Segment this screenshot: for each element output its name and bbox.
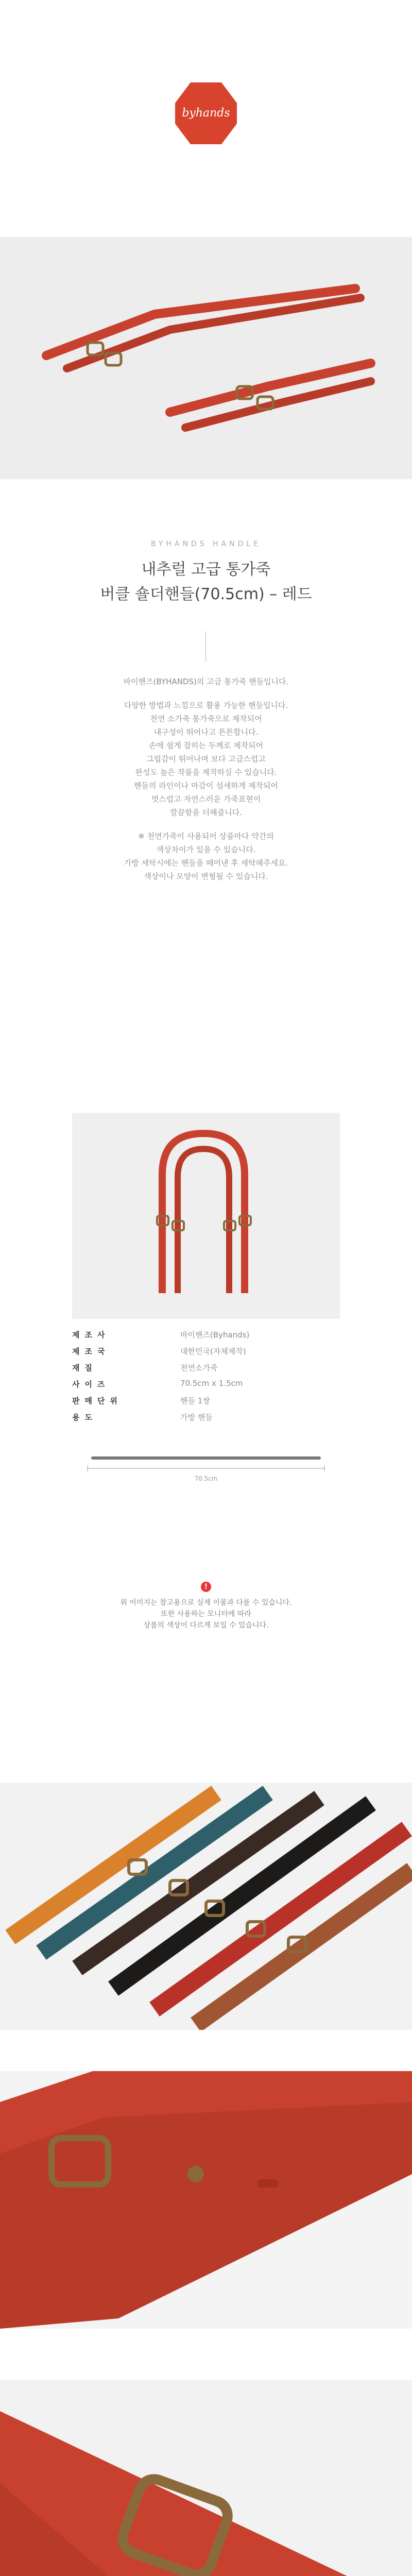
color-variants-image [0, 1783, 412, 2030]
spec-row [72, 1379, 340, 1394]
spec-label: 판매단위 [72, 1396, 123, 1405]
alert-icon: ! [201, 1582, 211, 1592]
spec-value: 핸들 1쌍 [180, 1396, 210, 1405]
detail-image-buckle [0, 2071, 412, 2329]
logo-section [0, 0, 412, 237]
spec-value: 가방 핸들 [180, 1413, 213, 1422]
hero-image [0, 237, 412, 479]
desc-line: 손에 쉽게 잡히는 두께로 제작되어 [149, 741, 263, 750]
spec-table [0, 1329, 412, 1432]
spec-value: 바이핸즈(Byhands) [180, 1330, 250, 1340]
desc-note: 색상차이가 있을 수 있습니다. [156, 845, 256, 854]
notice-line: 위 이미지는 참고용으로 실제 이물과 다를 수 있습니다. [120, 1599, 292, 1607]
spec-label: 용도 [72, 1413, 97, 1422]
spec-row [72, 1346, 340, 1361]
spec-value: 70.5cm x 1.5cm [180, 1379, 243, 1388]
spec-row [72, 1395, 340, 1411]
spec-value: 천연소가죽 [180, 1363, 218, 1372]
spec-row [72, 1362, 340, 1378]
notice-section [0, 1582, 412, 1736]
detail-image-closeup [0, 2380, 412, 2576]
spec-value: 대한민국(자체제작) [180, 1347, 246, 1356]
divider-line [205, 631, 206, 662]
spec-label: 재질 [72, 1363, 97, 1372]
logo-text: byhands [182, 107, 230, 120]
spec-row [72, 1329, 340, 1345]
measurement-diagram [0, 1448, 412, 1489]
measure-label: 70.5cm [194, 1475, 218, 1482]
notice-line: 상품의 색상이 다르게 보일 수 있습니다. [143, 1621, 269, 1630]
title-section [0, 479, 412, 881]
desc-line: 천연 소가죽 통가죽으로 제작되어 [150, 714, 262, 723]
desc-note: 가방 세탁시에는 핸들을 떼어낸 후 세탁해주세요. [124, 858, 288, 868]
brand-subtitle: BYHANDS HANDLE [150, 540, 262, 548]
notice-text [0, 1597, 412, 1631]
spec-label: 제조사 [72, 1330, 110, 1340]
spec-label: 사이즈 [72, 1380, 110, 1389]
desc-line: 깔끔함을 더해줍니다. [170, 808, 242, 817]
brand-logo [170, 77, 242, 149]
desc-note: ※ 천연가죽이 사용되어 상품마다 약간의 [138, 832, 274, 841]
product-title-line1: 내추럴 고급 통가죽 [141, 561, 271, 579]
desc-line: 완성도 높은 작품을 제작하실 수 있습니다. [135, 768, 277, 777]
notice-line: 또한 사용하는 모니터에 따라 [161, 1610, 251, 1618]
desc-line: 다양한 방법과 느낌으로 활용 가능한 핸들입니다. [124, 701, 288, 710]
product-description [0, 675, 412, 883]
spec-row [72, 1412, 340, 1427]
desc-note: 색상이나 모양이 변형될 수 있습니다. [144, 872, 268, 881]
spec-label: 제조국 [72, 1347, 110, 1356]
desc-line: 핸들의 라인이나 마감이 섬세하게 제작되어 [134, 781, 278, 790]
desc-line: 멋스럽고 자연스러운 가죽표현이 [151, 794, 261, 804]
desc-line: 내구성이 뛰어나고 튼튼합니다. [153, 727, 259, 737]
product-photo [0, 1113, 412, 1319]
desc-p1: 바이핸즈(BYHANDS)의 고급 통가죽 핸들입니다. [123, 677, 289, 686]
product-title-line2: 버클 숄더핸들(70.5cm) – 레드 [100, 585, 312, 603]
desc-line: 그립감이 뛰어나며 보다 고급스럽고 [146, 754, 266, 764]
